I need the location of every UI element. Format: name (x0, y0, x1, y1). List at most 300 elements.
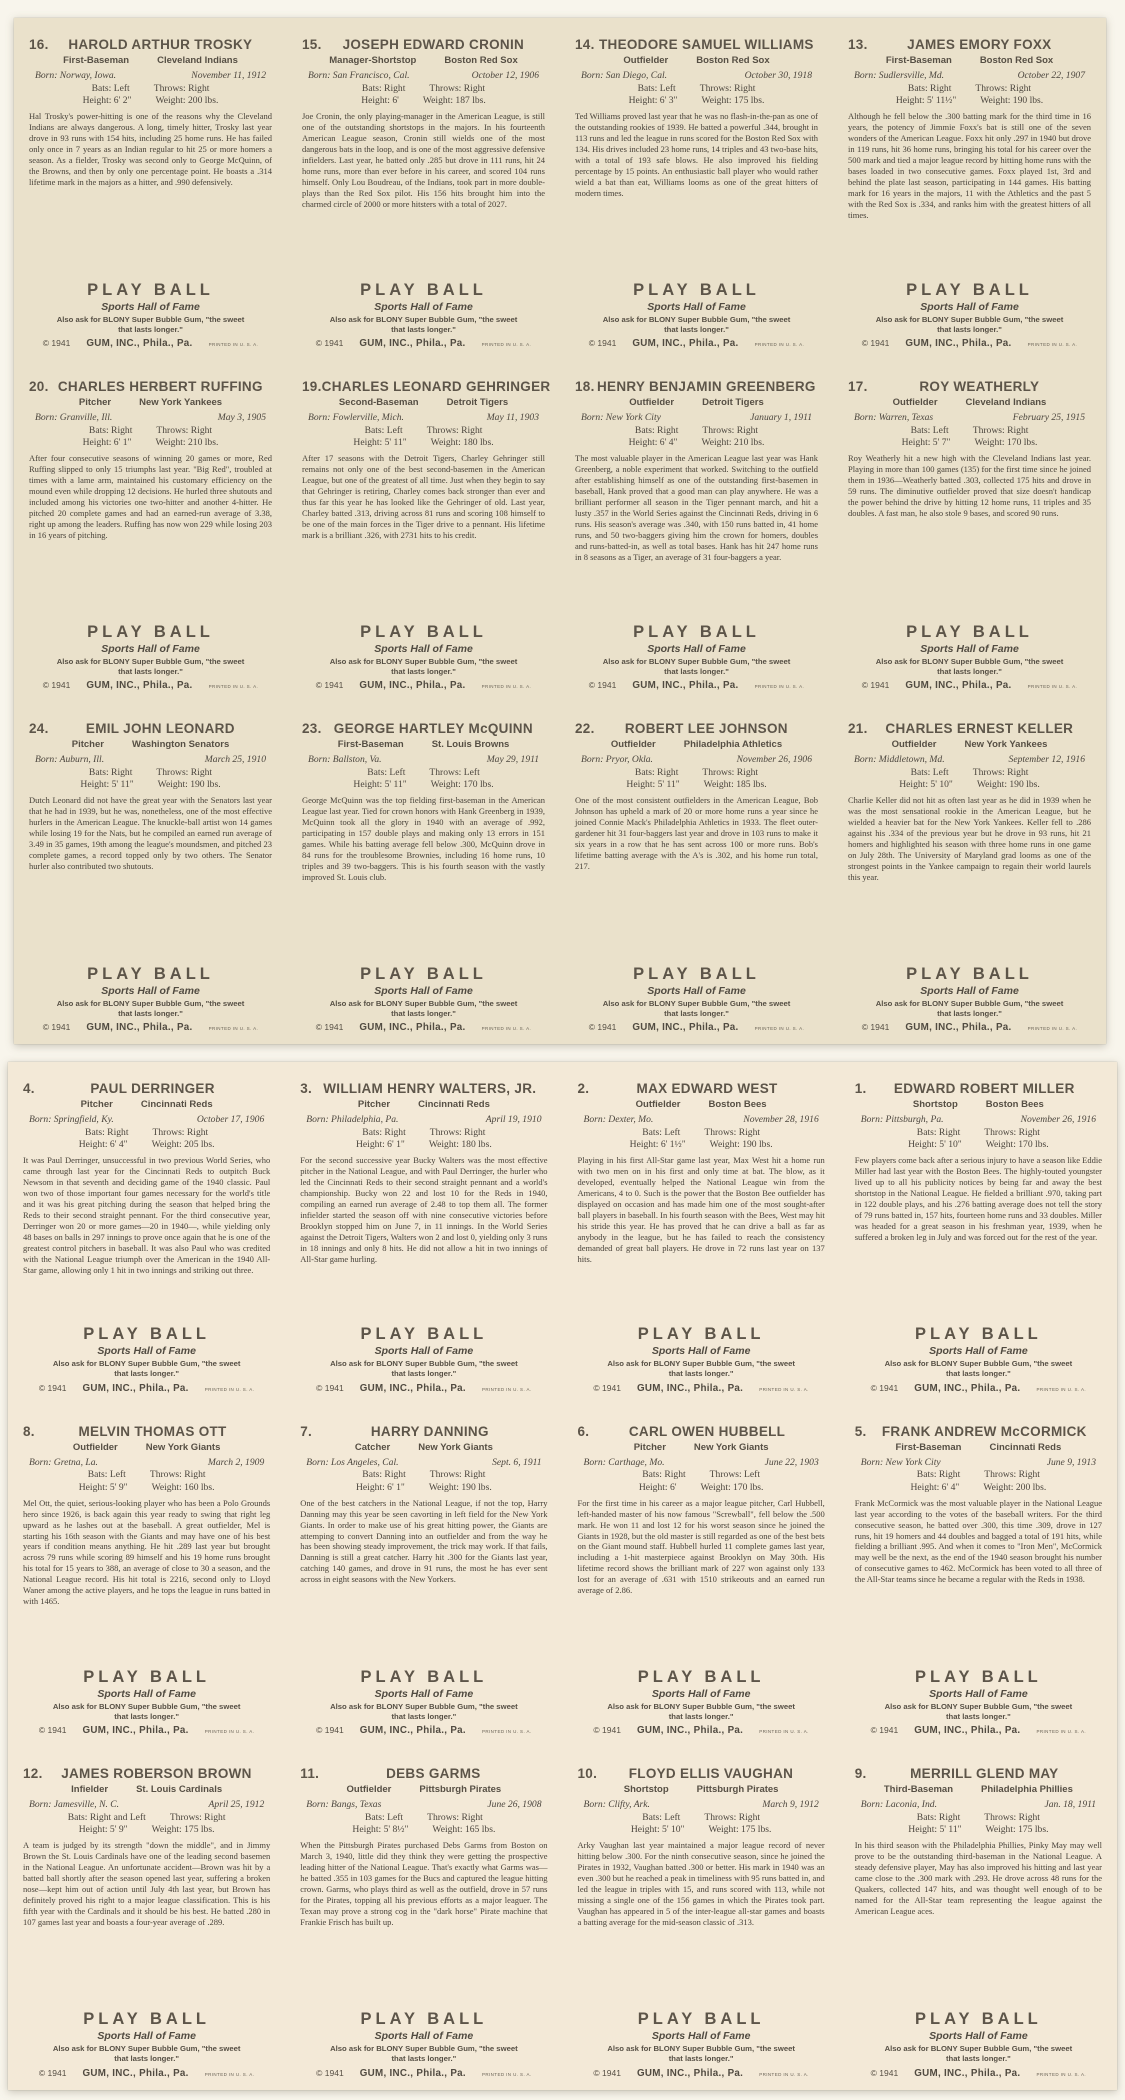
copyright-row (29, 1022, 272, 1033)
blony-gum-ad-line2: that lasts longer." (118, 1008, 183, 1018)
height-weight-line (300, 1824, 547, 1835)
blony-gum-ad-line1: Also ask for BLONY Super Bubble Gum, "the sweet (52, 2044, 241, 2054)
copyright-year: © 1941 (588, 338, 617, 348)
player-bio: A team is judged by its strength "down the middle", and in Jimmy Brown the St. Louis Cardinals have one of the leading second basemen in the National League. An unfortunate accident—Brown was hit by a batted ball shortly after the season opened last year, suffering a broken nose—kept him out of action until July 4th last year, but Brown has definitely proved his right to a major league classification. This is his fifth year with the Cardinals and it should be his best. He batted .280 in 107 games last year and boasts a four-year average of .289. (23, 1840, 271, 1927)
company-name: GUM, INC., Phila., Pa. (359, 1022, 466, 1033)
born-line (302, 412, 545, 423)
height-value: Height: 5' 11" (626, 779, 680, 790)
player-bio: Few players come back after a serious injury to have a season like Eddie Miller had last year with the Boston Bees. The highly-touted youngster lived up to all his publicity notices by being far and away the best shortstop in the National League. He fielded a brilliant .970, taking part in 122 double plays, and his .276 batting average does not tell the story of 79 runs batted in, 157 hits, fourteen home runs and 33 doubles. Miller was headed for a great season in his freshman year, 1939, when he suffered a broken leg in July and was forced out for the rest of the year. (854, 1155, 1102, 1242)
card-footer (23, 2006, 270, 2079)
play-ball-wordmark: PLAY BALL (360, 2010, 488, 2029)
position-team-line (848, 55, 1091, 66)
player-position: First-Baseman (63, 55, 130, 66)
player-bio: One of the most consistent outfielders in the American League, Bob Johnson has upheld a mark of 20 or more home runs a year since he joined Connie Mack's Philadelphia Athletics in 1933. The fleet outer-gardener hit 31 four-baggers last year and drove in 103 runs to make it six years in a row that he has sent across 100 or more runs. Bob's lifetime batting average with the A's is .302, and his home run total, 217. (575, 795, 818, 871)
player-bio: Although he fell below the .300 batting mark for the third time in 16 years, the potency of Jimmie Foxx's bat is still one of the seven wonders of the American League. Foxx hit only .297 in 1940 but drove in 119 runs, hit 36 home runs, bringing his total for his career over the 500 mark and tied a major league record by hitting home runs with the bases loaded in two consecutive games. Foxx played 1st, 3rd and behind the plate last season, participating in 144 games. His batting mark for 16 years in the majors, 11 with the Athletics and the past 5 with the Red Sox is .334, and ranks him with the greatest hitters of all times. (848, 111, 1091, 220)
throws-value: Throws: Right (156, 424, 213, 436)
blony-gum-ad-line1: Also ask for BLONY Super Bubble Gum, "the sweet (884, 2044, 1073, 2054)
throws-value: Throws: Right (984, 1469, 1040, 1481)
blony-gum-ad-line1: Also ask for BLONY Super Bubble Gum, "the sweet (56, 656, 245, 666)
position-team-line (300, 1442, 547, 1453)
born-place: Born: San Diego, Cal. (581, 70, 668, 81)
weight-value: Weight: 170 lbs. (700, 1481, 764, 1493)
born-line (855, 1799, 1102, 1810)
height-value: Height: 6' 1½" (629, 1139, 686, 1150)
player-card (560, 702, 833, 1044)
copyright-row (23, 1383, 270, 1394)
player-bio: For the second successive year Bucky Walters was the most effective pitcher in the National League, and with Paul Derringer, the hurler who led the Cincinnati Reds to their second straight pennant and a world's championship. Bucky won 22 and lost 10 for the Reds in 1940, compiling an earned run average of 2.48 to top them all. The former infielder started the season off with nine consecutive victories before Brooklyn stopped him on June 7, in 11 innings. In the World Series against the Detroit Tigers, Walters won 2 and lost 0, yielding only 3 runs in 18 innings and only 8 hits. He did not allow a hit in two innings of All-Star game hurling. (300, 1155, 548, 1264)
player-name: MERRILL GLEND MAY (910, 1766, 1059, 1782)
hall-of-fame-subtitle: Sports Hall of Fame (651, 1345, 751, 1358)
player-team: New York Giants (145, 1441, 221, 1453)
play-ball-wordmark: PLAY BALL (914, 1667, 1042, 1686)
company-name: GUM, INC., Phila., Pa. (359, 680, 466, 691)
height-weight-line (23, 1824, 270, 1835)
card-number: 7. (300, 1423, 313, 1439)
player-name: HAROLD ARTHUR TROSKY (68, 37, 253, 52)
card-footer (302, 277, 545, 350)
weight-value: Weight: 175 lbs. (701, 95, 765, 106)
play-ball-wordmark: PLAY BALL (633, 280, 760, 299)
hall-of-fame-subtitle: Sports Hall of Fame (374, 1345, 474, 1358)
height-value: Height: 6' 3" (628, 95, 678, 106)
bats-value: Bats: Right (642, 1469, 686, 1481)
blony-gum-ad (23, 2044, 270, 2064)
hall-of-fame-subtitle: Sports Hall of Fame (97, 1345, 196, 1358)
player-bio: Hal Trosky's power-hitting is one of the reasons why the Cleveland Indians are always dangerous. A long, timely hitter, Trosky last year drove in 93 runs with 154 hits, including 25 home runs. He has failed only once in 7 years as an Indian regular to hit 25 or more homers a season. As a fielder, Trosky was second only to George McQuinn, of the Browns, and then by only one percentage point. He boasts a .314 lifetime mark in the majors as a hitter, and .990 defensively. (29, 111, 272, 187)
born-place: Born: Gretna, La. (29, 1456, 98, 1468)
player-position: Outfielder (629, 397, 675, 408)
copyright-row (578, 1383, 825, 1394)
height-weight-line (578, 1139, 825, 1150)
born-line (29, 754, 272, 765)
printed-in-usa: PRINTED IN U. S. A. (1036, 2071, 1087, 2077)
player-team: Cincinnati Reds (418, 1099, 490, 1110)
player-position: Outfielder (610, 739, 656, 750)
player-card-title (300, 1424, 547, 1439)
hall-of-fame-subtitle: Sports Hall of Fame (374, 1687, 474, 1700)
height-value: Height: 5' 10" (899, 779, 953, 790)
player-position: First-Baseman (895, 1441, 962, 1453)
throws-value: Throws: Left (709, 1469, 761, 1481)
born-line (575, 70, 818, 81)
hall-of-fame-subtitle: Sports Hall of Fame (647, 300, 746, 313)
born-place: Born: Dexter, Mo. (583, 1114, 654, 1125)
born-date: March 25, 1910 (204, 754, 266, 765)
blony-gum-ad-line1: Also ask for BLONY Super Bubble Gum, "the sweet (602, 998, 791, 1008)
born-line (23, 1457, 270, 1468)
blony-gum-ad-line2: that lasts longer." (946, 1711, 1011, 1721)
player-team: Boston Red Sox (444, 55, 518, 66)
company-name: GUM, INC., Phila., Pa. (82, 2067, 189, 2079)
born-date: October 17, 1906 (196, 1114, 265, 1125)
weight-value: Weight: 175 lbs. (708, 1824, 772, 1836)
position-team-line (23, 1442, 270, 1453)
throws-value: Throws: Right (704, 1126, 761, 1138)
printed-in-usa: PRINTED IN U. S. A. (481, 1026, 532, 1031)
blony-gum-ad (23, 1702, 270, 1722)
born-date: March 9, 1912 (762, 1799, 819, 1811)
company-name: GUM, INC., Phila., Pa. (86, 680, 193, 691)
blony-gum-ad-line1: Also ask for BLONY Super Bubble Gum, "the sweet (875, 656, 1064, 666)
player-position: Pitcher (357, 1099, 391, 1110)
player-card-title (575, 37, 818, 52)
copyright-year: © 1941 (316, 2067, 344, 2078)
copyright-row (29, 338, 272, 349)
bats-throws-line (575, 83, 818, 94)
hall-of-fame-subtitle: Sports Hall of Fame (97, 2030, 196, 2043)
company-name: GUM, INC., Phila., Pa. (82, 1725, 189, 1737)
player-card (563, 1062, 840, 1405)
copyright-row (848, 1022, 1091, 1033)
bats-throws-line (578, 1469, 825, 1480)
play-ball-wordmark: PLAY BALL (87, 622, 214, 641)
height-value: Height: 6' (361, 95, 399, 106)
uncut-sheet-bottom (8, 1062, 1117, 2090)
copyright-row (855, 1725, 1102, 1736)
copyright-row (302, 680, 545, 691)
bats-throws-line (302, 425, 545, 436)
card-number: 9. (854, 1766, 867, 1782)
blony-gum-ad (578, 1702, 825, 1722)
player-team: New York Giants (418, 1441, 493, 1453)
printed-in-usa: PRINTED IN U. S. A. (208, 1026, 259, 1031)
player-team: Cleveland Indians (157, 55, 238, 66)
position-team-line (302, 739, 545, 750)
hall-of-fame-subtitle: Sports Hall of Fame (101, 984, 200, 997)
player-team: Philadelphia Athletics (683, 739, 783, 750)
printed-in-usa: PRINTED IN U. S. A. (208, 684, 259, 689)
born-line (848, 412, 1091, 423)
player-team: Boston Bees (708, 1099, 767, 1110)
copyright-year: © 1941 (38, 1725, 67, 1736)
born-line (855, 1457, 1102, 1468)
position-team-line (29, 739, 272, 750)
player-card (833, 360, 1106, 702)
height-weight-line (300, 1482, 547, 1493)
position-team-line (302, 55, 545, 66)
blony-gum-ad-line2: that lasts longer." (114, 2054, 179, 2064)
hall-of-fame-subtitle: Sports Hall of Fame (97, 1687, 196, 1700)
player-card-title (302, 37, 545, 52)
player-name: FLOYD ELLIS VAUGHAN (628, 1766, 794, 1782)
weight-value: Weight: 190 lbs. (157, 779, 221, 790)
born-date: October 30, 1918 (744, 70, 812, 81)
copyright-year: © 1941 (593, 2067, 621, 2078)
card-number: 18. (575, 379, 595, 394)
blony-gum-ad-line1: Also ask for BLONY Super Bubble Gum, "the sweet (875, 314, 1064, 324)
player-card-title (848, 721, 1091, 736)
company-name: GUM, INC., Phila., Pa. (359, 1725, 466, 1737)
hall-of-fame-subtitle: Sports Hall of Fame (920, 300, 1019, 313)
card-number: 1. (854, 1081, 867, 1096)
player-position: Pitcher (633, 1441, 666, 1453)
throws-value: Throws: Right (704, 1811, 761, 1823)
position-team-line (300, 1099, 547, 1110)
blony-gum-ad (29, 315, 272, 335)
play-ball-wordmark: PLAY BALL (914, 1325, 1042, 1344)
born-date: May 3, 1905 (217, 412, 266, 423)
born-line (855, 1114, 1102, 1125)
born-line (300, 1799, 547, 1810)
player-position: Pitcher (78, 397, 112, 408)
player-bio: For the first time in his career as a major league pitcher, Carl Hubbell, left-handed master of his now famous "Screwball", fell below the .500 mark. He won 11 and lost 12 for his worst season since he joined the Giants in 1928, but the old master is still regarded as one of the best bets on the Giant mound staff. Hubbell hurled 11 complete games last year, including a 1-hit masterpiece against Brooklyn on May 30th. His lifetime record shows the brilliant mark of 227 won against only 133 lost for an average of .631 with 1510 strikeouts and an earned run average of 2.86. (577, 1497, 825, 1596)
player-card-title (575, 379, 818, 394)
height-weight-line (29, 95, 272, 106)
height-weight-line (302, 95, 545, 106)
height-weight-line (302, 437, 545, 448)
player-name: PAUL DERRINGER (90, 1081, 215, 1096)
weight-value: Weight: 175 lbs. (151, 1824, 215, 1836)
born-line (29, 70, 272, 81)
player-bio: After 17 seasons with the Detroit Tigers, Charley Gehringer still remains not only one of the best second-basemen in the American League, but one of the greatest of all time. Just when they begin to say that Gehringer is retiring, Charley comes back stronger than ever and thus far this year he has looked like the Gehringer of old. Last year, Charley batted .313, driving across 81 runs and scoring 108 himself to be one of the main forces in the Tiger drive to a pennant. His lifetime mark is a brilliant .326, with 2731 hits to his credit. (302, 453, 545, 540)
born-date: November 26, 1906 (736, 754, 812, 765)
blony-gum-ad-line2: that lasts longer." (391, 1711, 457, 1721)
born-date: April 25, 1912 (208, 1799, 265, 1811)
player-position: Shortstop (623, 1784, 669, 1796)
born-place: Born: Bangs, Texas (306, 1799, 382, 1811)
position-team-line (848, 739, 1091, 750)
bats-throws-line (300, 1127, 547, 1138)
throws-value: Throws: Left (429, 766, 480, 778)
company-name: GUM, INC., Phila., Pa. (359, 1382, 466, 1394)
player-position: Catcher (354, 1441, 391, 1453)
hall-of-fame-subtitle: Sports Hall of Fame (101, 642, 200, 655)
born-date: November 11, 1912 (191, 70, 266, 81)
player-name: MAX EDWARD WEST (636, 1081, 778, 1096)
blony-gum-ad-line1: Also ask for BLONY Super Bubble Gum, "the sweet (52, 1359, 241, 1369)
born-place: Born: Philadelphia, Pa. (306, 1114, 399, 1125)
player-team: Detroit Tigers (446, 397, 509, 408)
player-card (8, 1062, 285, 1405)
card-number: 13. (848, 37, 868, 52)
weight-value: Weight: 160 lbs. (151, 1481, 215, 1493)
player-bio: Arky Vaughan last year maintained a major league record of never hitting below .300. For the ninth consecutive season, since he joined the Pirates in 1932, Vaughan batted .300 or better. His mark in 1940 was an even .300 but he reached a peak in timeliness with 95 runs batted in, and led the league in triples with 15, and runs scored with 113, while not missing a single one of the 156 games in which the Pirates took part. Vaughan has appeared in 5 of the inter-league all-star games and boasts a batting average for the mid-season classic of .313. (577, 1840, 825, 1927)
card-footer (848, 619, 1091, 692)
play-ball-wordmark: PLAY BALL (637, 2010, 765, 2029)
player-name: JAMES EMORY FOXX (907, 37, 1052, 52)
player-position: Infielder (71, 1784, 109, 1796)
printed-in-usa: PRINTED IN U. S. A. (754, 342, 805, 347)
height-weight-line (29, 779, 272, 790)
card-footer (578, 1664, 825, 1737)
born-date: March 2, 1909 (207, 1456, 265, 1468)
company-name: GUM, INC., Phila., Pa. (636, 2067, 744, 2079)
player-position: Manager-Shortstop (329, 55, 417, 66)
hall-of-fame-subtitle: Sports Hall of Fame (374, 2030, 474, 2043)
born-place: Born: Ballston, Va. (308, 754, 382, 765)
blony-gum-ad-line1: Also ask for BLONY Super Bubble Gum, "the sweet (329, 998, 518, 1008)
play-ball-wordmark: PLAY BALL (360, 1325, 488, 1344)
player-name: FRANK ANDREW McCORMICK (881, 1423, 1087, 1439)
bats-value: Bats: Right and Left (67, 1811, 146, 1823)
printed-in-usa: PRINTED IN U. S. A. (481, 342, 532, 347)
position-team-line (575, 739, 818, 750)
born-line (300, 1114, 547, 1125)
bats-throws-line (578, 1812, 825, 1823)
player-team: Washington Senators (131, 739, 230, 750)
blony-gum-ad-line1: Also ask for BLONY Super Bubble Gum, "the sweet (330, 1701, 518, 1711)
weight-value: Weight: 190 lbs. (428, 1481, 492, 1493)
throws-value: Throws: Right (702, 424, 759, 436)
height-value: Height: 5' 11" (353, 437, 407, 448)
height-value: Height: 5' 11" (353, 779, 407, 790)
born-date: June 9, 1913 (1046, 1456, 1096, 1468)
blony-gum-ad (29, 657, 272, 677)
copyright-year: © 1941 (315, 1022, 344, 1032)
born-date: May 29, 1911 (486, 754, 539, 765)
weight-value: Weight: 190 lbs. (709, 1139, 773, 1150)
player-bio: Dutch Leonard did not have the great year with the Senators last year that he had in 1939, but he was, nonetheless, one of the most effective hurlers in the American League. The knuckle-ball artist won 14 games while losing 19 for the Nats, but he compiled an earned run average of 3.49 in 35 games, 19th among the league's moundsmen, and pitched 23 complete games, a record topped only by two others. The Senator hurler also contributed two shutouts. (29, 795, 272, 871)
hall-of-fame-subtitle: Sports Hall of Fame (374, 984, 473, 997)
player-card-title (855, 1766, 1102, 1781)
bats-throws-line (23, 1127, 270, 1138)
born-line (575, 754, 818, 765)
blony-gum-ad (575, 315, 818, 335)
company-name: GUM, INC., Phila., Pa. (914, 2067, 1021, 2079)
player-team: Boston Red Sox (696, 55, 770, 66)
born-date: May 11, 1903 (486, 412, 539, 423)
blony-gum-ad-line1: Also ask for BLONY Super Bubble Gum, "the sweet (602, 656, 791, 666)
height-value: Height: 5' 10" (908, 1139, 962, 1150)
copyright-year: © 1941 (870, 1725, 899, 1736)
player-bio: Ted Williams proved last year that he was no flash-in-the-pan as one of the outstanding rookies of 1939. He batted a powerful .344, brought in 113 runs and led the league in runs scored for the Boston Red Sox with 134. His drives included 23 home runs, 14 triples and 43 two-base hits, with a total of 193 safe blows. He also improved his fielding percentage by 15 points. An enthusiastic ball player who would rather wield a bat than eat, Williams looms as one of the great hitters of modern times. (575, 111, 818, 198)
blony-gum-ad-line1: Also ask for BLONY Super Bubble Gum, "the sweet (607, 1359, 795, 1369)
blony-gum-ad-line1: Also ask for BLONY Super Bubble Gum, "the sweet (607, 2044, 795, 2054)
player-position: Outfielder (635, 1099, 681, 1110)
bats-value: Bats: Right (362, 1469, 406, 1481)
player-card (14, 360, 287, 702)
player-bio: After four consecutive seasons of winning 20 games or more, Red Ruffing slipped to only 15 triumphs last year. "Big Red", troubled at times with a lame arm, maintained his customary efficiency on the mound even while dropping 12 decisions. He hurled three shutouts and included among his victories one two-hitter and another 4-hitter. He pitched 20 complete games and had an earned-run average of 3.38, right up among the leaders. Ruffing has now won 229 while losing 203 in 16 years of pitching. (29, 453, 272, 540)
player-team: New York Yankees (964, 739, 1048, 750)
position-team-line (23, 1784, 270, 1795)
player-card (840, 1062, 1117, 1405)
throws-value: Throws: Right (972, 424, 1029, 436)
bats-value: Bats: Left (367, 766, 406, 778)
player-position: First-Baseman (337, 739, 404, 750)
printed-in-usa: PRINTED IN U. S. A. (754, 1026, 805, 1031)
copyright-year: © 1941 (38, 2067, 67, 2078)
bats-throws-line (848, 767, 1091, 778)
born-line (578, 1457, 825, 1468)
throws-value: Throws: Right (156, 766, 213, 778)
card-footer (578, 2006, 825, 2079)
throws-value: Throws: Right (169, 1811, 226, 1823)
throws-value: Throws: Right (975, 82, 1032, 94)
height-weight-line (855, 1824, 1102, 1835)
player-name: ROBERT LEE JOHNSON (624, 721, 788, 736)
player-bio: It was Paul Derringer, unsuccessful in two previous World Series, who came through last year for the Cincinnati Reds to outpitch Buck Newsom in that seventh and deciding game of the 1940 classic. Paul won two of those important four games necessary for the world's title and it was his great pitching during the season that helped bring the Reds to their second straight pennant. For the third consecutive year, Derringer won 20 or more games—20 in 1940—, while yielding only 48 bases on balls in 297 innings to prove once again that he is one of the greatest control pitchers in baseball. It was also Paul who was credited with the National League triumph over the American in the 1940 All-Star game, allowing only 1 hit in two innings and striking out three. (23, 1155, 271, 1275)
weight-value: Weight: 187 lbs. (422, 95, 486, 106)
card-footer (855, 1664, 1102, 1737)
player-bio: Playing in his first All-Star game last year, Max West hit a home run with two men on in his first and only time at bat. The blow, as it developed, eventually helped the National League win from the Americans, 4 to 0. Such is the power that the Boston Bee outfielder has displayed on occasion and has made him one of the most sought-after ball players in baseball. In his fourth season with the Bees, West may hit his stride this year. He has proved that he can drive a ball as far as anybody in the league, but he has failed to reach the consistency demanded of great ball players. He drove in 72 runs last year on 137 hits. (577, 1155, 825, 1264)
card-number: 11. (300, 1766, 320, 1782)
copyright-row (300, 1383, 547, 1394)
copyright-year: © 1941 (42, 338, 71, 348)
bats-throws-line (575, 425, 818, 436)
position-team-line (29, 397, 272, 408)
player-name: EMIL JOHN LEONARD (85, 721, 235, 736)
bats-value: Bats: Right (88, 424, 133, 436)
blony-gum-ad-line2: that lasts longer." (664, 666, 729, 676)
blony-gum-ad (302, 657, 545, 677)
weight-value: Weight: 175 lbs. (985, 1824, 1049, 1836)
hall-of-fame-subtitle: Sports Hall of Fame (374, 300, 473, 313)
throws-value: Throws: Right (153, 82, 210, 94)
hall-of-fame-subtitle: Sports Hall of Fame (651, 2030, 751, 2043)
card-number: 21. (848, 721, 868, 736)
position-team-line (302, 397, 545, 408)
throws-value: Throws: Right (972, 766, 1029, 778)
card-footer (575, 961, 818, 1034)
blony-gum-ad-line2: that lasts longer." (664, 324, 729, 334)
bats-value: Bats: Left (642, 1811, 681, 1823)
player-bio: Mel Ott, the quiet, serious-looking player who has been a Polo Grounds hero since 1926, is back again this year ready to swing that right leg upward as he lashes out at the baseball. A great outfielder, Mel is starting his 16th season with the Giants and may have one of his best years if condition means anything. He hit .289 last year but brought across 79 runs while scoring 89 himself and his 19 home runs brought his total for 15 years to 388, an average of close to 30 a season, and the National League record. His hit total is 2216, second only to Lloyd Waner among the active players, and he tops the league in runs batted in with 1465. (23, 1497, 271, 1607)
card-footer (302, 961, 545, 1034)
player-team: Cincinnati Reds (989, 1441, 1062, 1453)
copyright-year: © 1941 (316, 1382, 344, 1393)
height-weight-line (575, 437, 818, 448)
weight-value: Weight: 190 lbs. (976, 779, 1040, 790)
player-position: Outfielder (891, 739, 937, 750)
blony-gum-ad-line2: that lasts longer." (114, 1711, 179, 1721)
card-number: 17. (848, 379, 868, 394)
copyright-row (578, 2068, 825, 2079)
height-value: Height: 5' 11" (908, 1824, 962, 1836)
born-place: Born: Pittsburgh, Pa. (860, 1114, 944, 1125)
position-team-line (578, 1784, 825, 1795)
bats-throws-line (29, 425, 272, 436)
play-ball-wordmark: PLAY BALL (83, 1667, 211, 1686)
play-ball-wordmark: PLAY BALL (637, 1667, 765, 1686)
company-name: GUM, INC., Phila., Pa. (914, 1725, 1021, 1737)
position-team-line (578, 1099, 825, 1110)
hall-of-fame-subtitle: Sports Hall of Fame (929, 2030, 1028, 2043)
bats-value: Bats: Right (916, 1469, 961, 1481)
player-card (285, 1062, 562, 1405)
card-number: 22. (575, 721, 595, 736)
player-card-title (302, 721, 545, 736)
born-date: June 22, 1903 (764, 1456, 819, 1468)
printed-in-usa: PRINTED IN U. S. A. (204, 1386, 255, 1392)
bats-value: Bats: Right (907, 82, 952, 94)
height-value: Height: 6' 4" (78, 1139, 128, 1150)
born-place: Born: Middletown, Md. (854, 754, 945, 765)
player-card (840, 1747, 1117, 2090)
weight-value: Weight: 170 lbs. (430, 779, 494, 790)
weight-value: Weight: 190 lbs. (980, 95, 1044, 106)
copyright-row (23, 2068, 270, 2079)
height-value: Height: 5' 9" (78, 1824, 128, 1836)
card-number: 5. (854, 1423, 867, 1439)
card-footer (855, 2006, 1102, 2079)
company-name: GUM, INC., Phila., Pa. (632, 1022, 739, 1033)
player-name: WILLIAM HENRY WALTERS, JR. (323, 1081, 537, 1096)
born-date: October 12, 1906 (471, 70, 539, 81)
player-card-title (302, 379, 551, 394)
born-place: Born: Fowlerville, Mich. (308, 412, 404, 423)
player-bio: Charlie Keller did not hit as often last year as he did in 1939 when he was the most sensational rookie in the American League, but he wielded a heavier bat for the New York Yankees. Keller fell to .286 against his .334 of the previous year but he drove in 93 runs, hit 21 homers and highlighted his season with three home runs in one game on July 28th. The University of Maryland grad looms as one of the strongest points in the Yankee campaign to regain their world laurels this year. (848, 795, 1091, 882)
born-place: Born: Warren, Texas (854, 412, 934, 423)
player-card (833, 702, 1106, 1044)
copyright-row (855, 1383, 1102, 1394)
height-weight-line (575, 95, 818, 106)
born-line (848, 70, 1091, 81)
height-weight-line (855, 1139, 1102, 1150)
player-bio: Frank McCormick was the most valuable player in the National League last year according to the votes of the baseball writers. For the third consecutive season, he batted over .300, this time .309, drove in 127 runs, hit 19 homers and 44 doubles and bagged a total of 191 hits, while fielding a brilliant .995. And when it comes to "Iron Men", McCormick may well be the next, as the end of the 1940 season brought his number of consecutive games to 462. McCormick has been voted to all three of the All-Star teams since he became a regular with the Reds in 1938. (854, 1497, 1102, 1585)
bats-value: Bats: Left (910, 766, 949, 778)
card-number: 16. (29, 37, 49, 52)
card-footer (29, 619, 272, 692)
